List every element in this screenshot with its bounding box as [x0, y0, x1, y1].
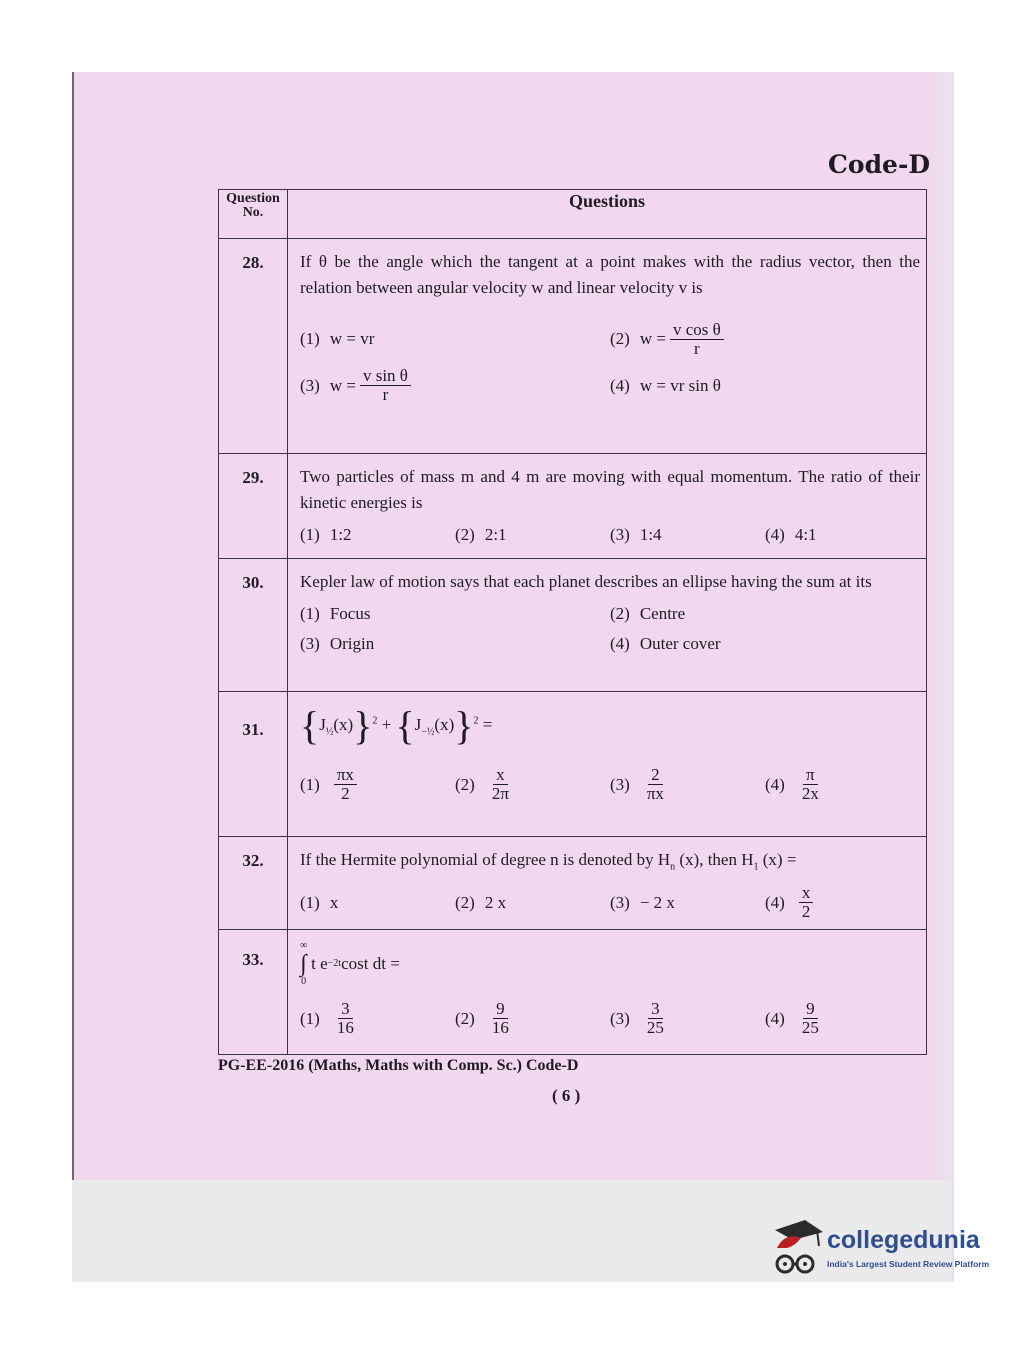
question-stem: Kepler law of motion says that each planet describes an ellipse having the sum at its [300, 572, 872, 591]
option-2: (2) Centre [610, 604, 686, 623]
option-2: (2) $\frac{x}{2\pi}$ [455, 765, 509, 803]
question-row-29 [219, 454, 927, 559]
option-1: (1) 1:2 [300, 525, 352, 544]
question-stem: Two particles of mass m and 4 m are moving with equal momentum. The ratio of their kinetic energies is [300, 467, 920, 512]
question-stem: If the Hermite polynomial of degree n is denoted by $H_n$ (x), then $H_1$ (x) = [300, 850, 797, 873]
option-1: (1) $\frac{\pi x}{2}$ [300, 766, 455, 803]
option-1: (1) w = vr [300, 329, 375, 348]
question-number: 28. [219, 239, 288, 454]
page-edge-shadow [930, 72, 952, 1180]
option-1: (1) Focus [300, 604, 371, 623]
option-4: (4) w = vr sin θ [610, 375, 721, 395]
option-4: (4) $\frac{9}{25}$ [765, 999, 819, 1038]
option-4: (4) 4:1 [765, 525, 817, 544]
option-1: (1) x [300, 892, 339, 912]
question-number: 32. [219, 837, 288, 930]
fraction: $\frac{\text{v cos θ}}{r}$ [670, 321, 724, 358]
col-question-no: Question No. [219, 190, 288, 239]
logo-tagline: India's Largest Student Review Platform [827, 1259, 990, 1269]
question-number: 31. [219, 692, 288, 837]
option-3: (3) Origin [300, 634, 375, 653]
option-4: (4) $\frac{\pi}{2x}$ [765, 765, 819, 803]
question-formula: $\{J_{\frac{1}{2}}(x)\}^2 + \{J_{-\frac{1}{2}}(x)\}^2$ = [300, 703, 493, 748]
table-header-row [219, 190, 927, 239]
collegedunia-logo [765, 1218, 995, 1298]
question-number: 30. [219, 559, 288, 692]
col-questions: Questions [288, 190, 927, 239]
footer-paper-code: PG-EE-2016 (Maths, Maths with Comp. Sc.) Code-D [218, 1057, 579, 1074]
question-row-28 [219, 239, 927, 454]
option-2: (2) $\frac{9}{16}$ [455, 999, 509, 1038]
option-2: (2) w = $\frac{\text{v cos θ}}{r}$ [610, 311, 920, 367]
question-row-32 [219, 837, 927, 930]
option-4: (4) $\frac{x}{2}$ [765, 884, 920, 921]
option-1: (1) $\frac{3}{16}$ [300, 999, 354, 1038]
question-row-31 [219, 692, 927, 837]
question-table [218, 189, 927, 1055]
question-number: 33. [219, 930, 288, 1055]
option-3: (3) − 2 x [610, 892, 675, 912]
option-3: (3) 1:4 [610, 525, 662, 544]
question-row-30 [219, 559, 927, 692]
logo-name: collegedunia [827, 1226, 980, 1254]
option-3: (3) $\frac{2}{\pi x}$ [610, 765, 664, 803]
question-stem: If θ be the angle which the tangent at a point makes with the radius vector, then the relation between angular velocity w and linear velocity v is [300, 252, 920, 297]
option-3: (3) w = $\frac{\text{v sin θ}}{r}$ [300, 367, 610, 404]
option-2: (2) 2:1 [455, 525, 507, 544]
logo-mascot-icon [765, 1218, 825, 1288]
code-header: Code-D [828, 150, 931, 179]
question-number: 29. [219, 454, 288, 559]
question-formula: ∞ ∫ 0 t e −2t cost dt = [300, 940, 400, 988]
option-3: (3) $\frac{3}{25}$ [610, 999, 664, 1038]
option-4: (4) Outer cover [610, 634, 721, 653]
option-2: (2) 2 x [455, 892, 507, 912]
fraction: $\frac{\text{v sin θ}}{r}$ [360, 367, 411, 404]
page-number: ( 6 ) [552, 1086, 581, 1105]
question-row-33 [219, 930, 927, 1055]
